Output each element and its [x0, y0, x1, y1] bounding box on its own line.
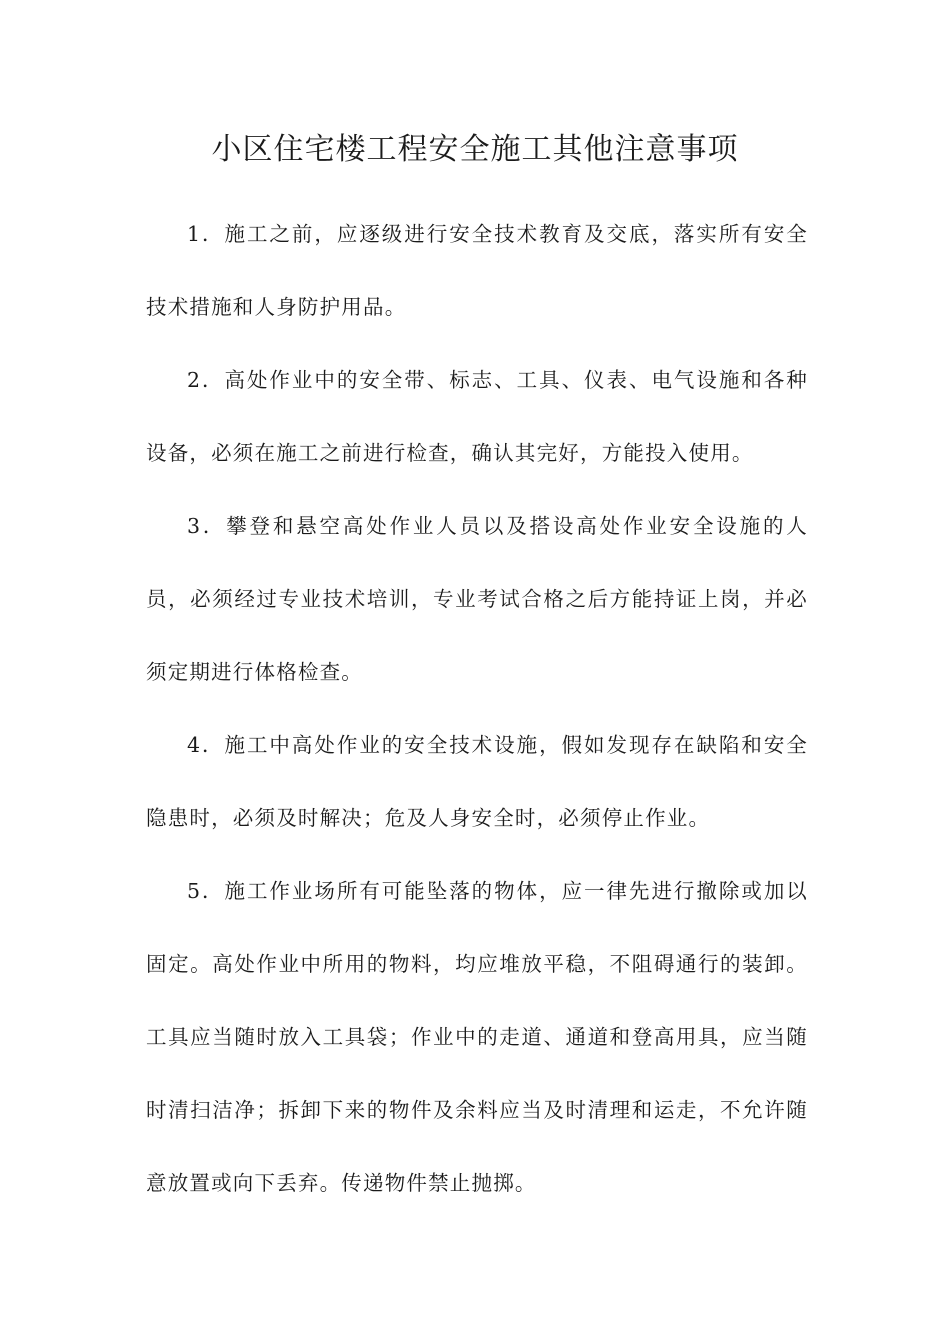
paragraph-1: 1．施工之前，应逐级进行安全技术教育及交底，落实所有安全技术措施和人身防护用品。 [146, 222, 808, 319]
paragraph-4: 4．施工中高处作业的安全技术设施，假如发现存在缺陷和安全隐患时，必须及时解决；危及人身安全时，必须停止作业。 [146, 733, 808, 830]
page-title: 小区住宅楼工程安全施工其他注意事项 [211, 132, 739, 167]
paragraph-3: 3．攀登和悬空高处作业人员以及搭设高处作业安全设施的人员，必须经过专业技术培训，专业考试合格之后方能持证上岗，并必须定期进行体格检查。 [146, 514, 808, 684]
document-body [146, 198, 808, 1220]
paragraph-2: 2．高处作业中的安全带、标志、工具、仪表、电气设施和各种设备，必须在施工之前进行检查，确认其完好，方能投入使用。 [146, 368, 808, 465]
paragraph-5: 5．施工作业场所有可能坠落的物体，应一律先进行撤除或加以固定。高处作业中所用的物料，均应堆放平稳，不阻碍通行的装卸。工具应当随时放入工具袋；作业中的走道、通道和登高用具，应当随时清扫洁净；拆卸下来的物件及余料应当及时清理和运走，不允许随意放置或向下丢弃。传递物件禁止抛掷。 [146, 879, 808, 1195]
